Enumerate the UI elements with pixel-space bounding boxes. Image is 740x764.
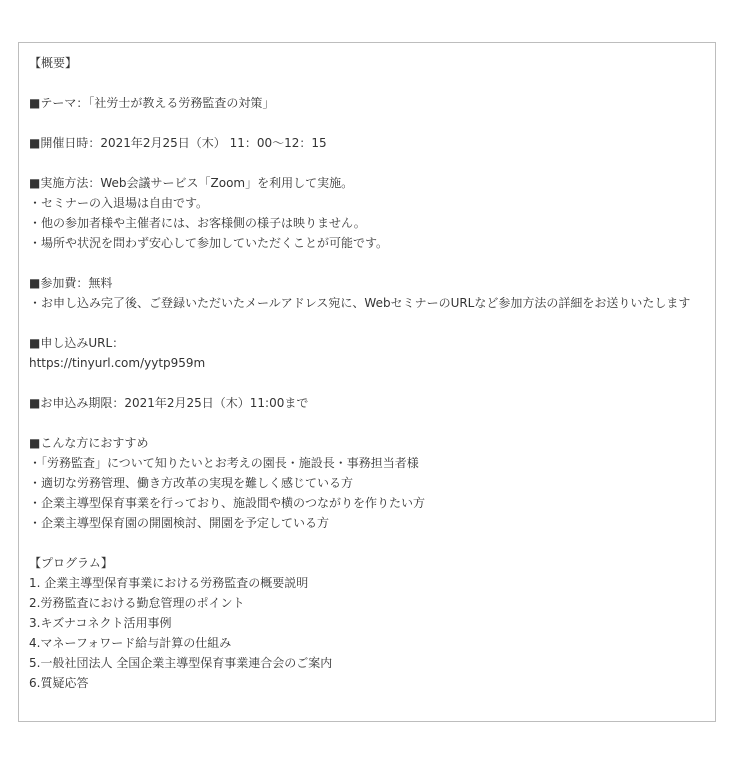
- recommended-item: ・「労務監査」について知りたいとお考えの園長・施設長・事務担当者様: [29, 456, 419, 470]
- spacer: [29, 413, 705, 433]
- program-item: 6.質疑応答: [29, 676, 89, 690]
- spacer: [29, 313, 705, 333]
- theme-line: ■テーマ：「社労士が教える労務監査の対策」: [29, 96, 275, 110]
- method-item: ・セミナーの入退場は自由です。: [29, 196, 209, 210]
- recommended-item: ・適切な労務管理、働き方改革の実現を難しく感じている方: [29, 476, 354, 490]
- spacer: [29, 253, 705, 273]
- spacer: [29, 73, 705, 93]
- program-item: 4.マネーフォワード給与計算の仕組み: [29, 636, 232, 650]
- method-item: ・他の参加者様や主催者には、お客様側の様子は映りません。: [29, 216, 366, 230]
- spacer: [29, 373, 705, 393]
- deadline-line: ■お申込み期限：2021年2月25日（木）11:00まで: [29, 396, 309, 410]
- program-item: 2.労務監査における勤怠管理のポイント: [29, 596, 245, 610]
- program-item: 1. 企業主導型保育事業における労務監査の概要説明: [29, 576, 309, 590]
- program-item: 5.一般社団法人 全国企業主導型保育事業連合会のご案内: [29, 656, 333, 670]
- datetime-line: ■開催日時：2021年2月25日（木） 11：00〜12：15: [29, 136, 327, 150]
- recommended-item: ・企業主導型保育事業を行っており、施設間や横のつながりを作りたい方: [29, 496, 426, 510]
- application-url[interactable]: https://tinyurl.com/yytp959m: [29, 356, 206, 370]
- spacer: [29, 113, 705, 133]
- fee-heading: ■参加費：無料: [29, 276, 113, 290]
- application-heading: ■申し込みURL：: [29, 336, 125, 350]
- seminar-info-box: [18, 42, 716, 722]
- spacer: [29, 533, 705, 553]
- program-item: 3.キズナコネクト活用事例: [29, 616, 172, 630]
- method-heading: ■実施方法：Web会議サービス「Zoom」を利用して実施。: [29, 176, 354, 190]
- spacer: [29, 153, 705, 173]
- recommended-item: ・企業主導型保育園の開園検討、開園を予定している方: [29, 516, 330, 530]
- method-item: ・場所や状況を問わず安心して参加していただくことが可能です。: [29, 236, 389, 250]
- program-heading: 【プログラム】: [29, 556, 113, 570]
- recommended-heading: ■こんな方におすすめ: [29, 436, 149, 450]
- overview-heading: 【概要】: [29, 56, 78, 70]
- fee-note: ・お申し込み完了後、ご登録いただいたメールアドレス宛に、WebセミナーのURLなど参加方法の詳細をお送りいたします: [29, 296, 691, 310]
